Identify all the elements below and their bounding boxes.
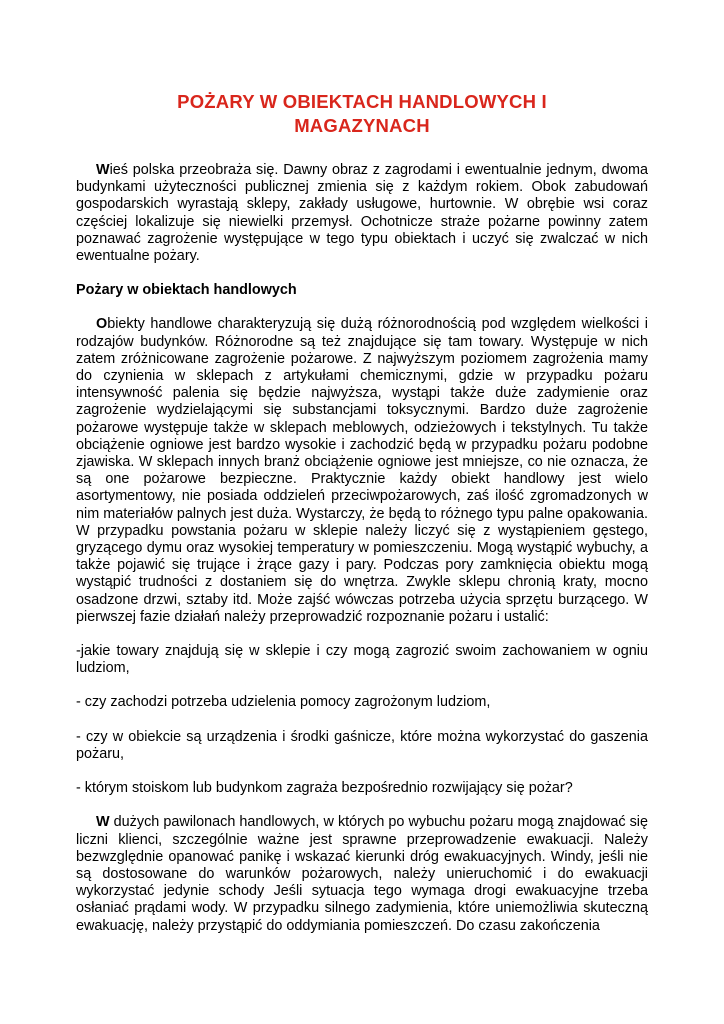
intro-paragraph (76, 162, 648, 265)
section-heading: Pożary w obiektach handlowych (76, 282, 297, 299)
final-text: dużych pawilonach handlowych, w których po wybuchu pożaru mogą znajdować się liczni klienci, szczególnie ważne jest sprawne przeprowadzenie ewakuacji. Należy bezwzględnie opanować panikę i wskazać kierunki dróg ewakuacyjnych. Windy, jeśli nie są dostosowane do warunków pożarowych, należy unieruchomić i do ewakuacji wykorzystać jedynie schody Jeśli sytuacja tego wymaga drogi ewakuacyjne trzeba osłaniać prądami wody. W przypadku silnego zadymienia, które uniemożliwia skuteczną ewakuację, należy przystąpić do oddymiania pomieszczeń. Do czasu zakończenia (76, 814, 648, 934)
section1-text: biekty handlowe charakteryzują się dużą różnorodnością pod względem wielkości i rodzajów budynków. Różnorodne są też znajdujące się tam towary. Występuje w nich zatem zróżnicowane zagrożenie pożarowe. Z najwyższym poziomem zagrożenia mamy do czynienia w sklepach z artykułami chemicznymi, gdzie w przypadku pożaru intensywność palenia się będzie najwyższa, wystąpi także duże zadymienie oraz zagrożenie wydzielającymi się substancjami toksycznymi. Bardzo duże zagrożenie pożarowe występuje także w sklepach meblowych, odzieżowych i tekstylnych. Tu także obciążenie ogniowe jest bardzo wysokie i zachodzić będą w przypadku pożaru podobne zjawiska. W sklepach innych branż obciążenie ogniowe jest mniejsze, co nie oznacza, że są one pożarowe bezpieczne. Praktycznie każdy obiekt handlowy jest wielo asortymentowy, nie posiada oddzieleń przeciwpożarowych, zaś ilość zgromadzonych w nim materiałów palnych jest duża. Wystarczy, że będą to różnego typu palne opakowania. W przypadku powstania pożaru w sklepie należy liczyć się z wystąpieniem gęstego, gryzącego dymu oraz wysokiej temperatury w pomieszczeniu. Mogą wystąpić wybuchy, a także pojawić się trujące i żrące gazy i pary. Podczas pory zamknięcia obiektu mogą wystąpić trudności z dostaniem się do wnętrza. Zwykle sklepu chronią kraty, mocno osadzone drzwi, sztaby itd. Może zajść wówczas potrzeba użycia sprzętu burzącego. W pierwszej fazie działań należy przeprowadzić rozpoznanie pożaru i ustalić: (76, 316, 648, 625)
list-item: - którym stoiskom lub budynkom zagraża bezpośrednio rozwijający się pożar? (76, 780, 573, 797)
intro-text: ieś polska przeobraża się. Dawny obraz z zagrodami i ewentualnie jednym, dwoma budynkami użyteczności publicznej zmienia się z każdym rokiem. Obok zabudowań gospodarskich wyrastają sklepy, zakłady usługowe, hurtownie. W obrębie wsi coraz częściej lokalizuje się niewielki przemysł. Ochotnicze straże pożarne powinny zatem poznawać zagrożenie występujące w tego typu obiektach i uczyć się zwalczać w nich ewentualne pożary. (76, 162, 648, 265)
section1-paragraph (76, 316, 648, 626)
list-item: - czy w obiekcie są urządzenia i środki gaśnicze, które można wykorzystać do gaszenia pożaru, (76, 728, 648, 762)
section1-lead-letter: O (96, 316, 108, 333)
title-line-2: MAGAZYNACH (294, 115, 430, 136)
intro-lead-letter: W (96, 162, 110, 178)
title-line-1: POŻARY W OBIEKTACH HANDLOWYCH I (177, 91, 547, 112)
final-lead-letter: W (96, 814, 110, 831)
document-title (76, 90, 648, 138)
final-paragraph (76, 814, 648, 934)
list-item: -jakie towary znajdują się w sklepie i czy mogą zagrozić swoim zachowaniem w ogniu ludziom, (76, 643, 648, 677)
list-item: - czy zachodzi potrzeba udzielenia pomocy zagrożonym ludziom, (76, 694, 491, 711)
